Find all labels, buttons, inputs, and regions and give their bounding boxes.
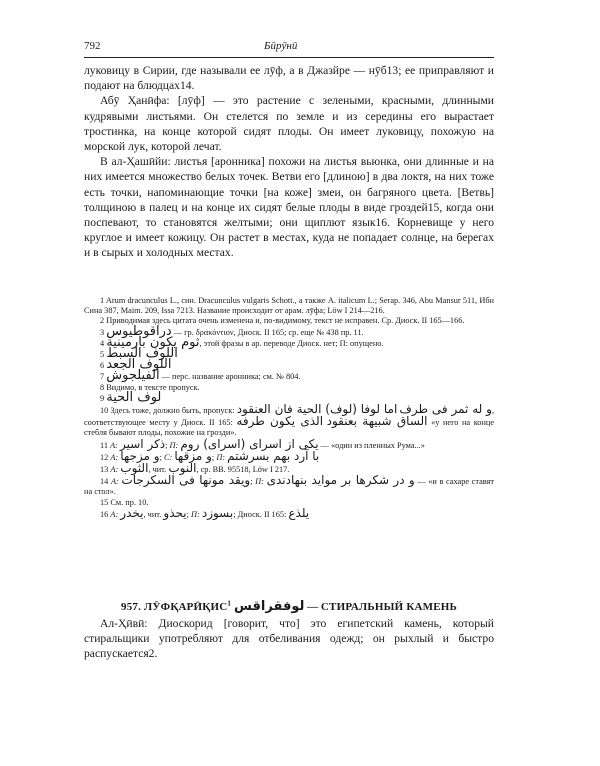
running-header bbox=[84, 40, 494, 56]
footnote-13: 13 A: الثوب, чит. النوب, ср. ВВ. 95518, Löw I 217. bbox=[100, 461, 290, 476]
arabic-quote: الساق شبيهة بعنقود bbox=[326, 414, 428, 429]
arabic-term: الفيلجوش bbox=[106, 368, 160, 384]
arabic-term: اللوف الجعد bbox=[106, 357, 172, 373]
entry-heading: 957. ЛӮФҚАРӢҚИС$^1$ لوفقراقس — СТИРАЛЬНЫЙ КАМЕНЬ bbox=[121, 599, 457, 614]
paragraph-2: Абӯ Ҳанӣфа: [лӯф] — это растение с зелеными, красными, длинными кудрявыми листьями. Он стелется по земле и из середины его вырастает тростинка, на конце которой сидят плоды. Он имеет луковицу, похожую на морской лук, которой лечат. bbox=[84, 94, 494, 154]
entry-text bbox=[84, 616, 494, 662]
footnote-4: 4 ثوم يكون بارمينية, этой фразы в ар. переводе Диоск. нет; П: опущено. bbox=[100, 334, 384, 350]
footnote-7: 7 الفيلجوش — перс. название аронника; см. № 804. bbox=[100, 368, 301, 384]
footnote-9: 9 لوف الحية bbox=[100, 389, 162, 405]
footnote-15: 15 См. пр. 10. bbox=[100, 497, 149, 507]
arabic-term: لوف الحية bbox=[106, 389, 162, 405]
arabic-title: لوفقراقس bbox=[234, 599, 305, 614]
arabic-quote: و له ثمر فى طرف bbox=[399, 402, 492, 417]
footnote-2: 2 Приводимая здесь цитата очень изменена и, по-видимому, текст не исправен. Ср. Диоск. II 165—166. bbox=[100, 316, 465, 326]
footnote-10: 10 Здесь тоже, должно быть, пропуск: اما لوفا (لوف) الحية فان العنقود و له ثمر فى طرف, соответствующее месту у Диоск. II 165: الذى يكون طرفه الساق شبيهة بعنقود «у него на конце стебля бывают плоды, похожие на грозди». bbox=[84, 402, 495, 438]
footnote-3: 3 دراقوطيوس — гр. δρακόντιον, Диоск. II 165; ср. еще № 438 пр. 11. bbox=[100, 323, 364, 339]
footnote-6: 6 اللوف الجعد bbox=[100, 357, 172, 373]
entry-paragraph-1: Ал-Ҳӣвӣ: Диоскорид [говорит, что] это египетский камень, который стиральщики употребляют для отбеливания одежд; он рыхлый и быстро распускается2. bbox=[84, 617, 494, 661]
footnote-12: 12 A: و مزجها; C: و مزقها; П: با آرد بهم بسرشتم bbox=[100, 448, 320, 463]
arabic-quote: اما لوفا (لوف) الحية فان العنقود bbox=[236, 402, 398, 417]
footnote-1: 1 Arum dracunculus L., син. Dracunculus vulgaris Schott., а также A. italicum L.; Serap. 346, Abu Mansur 511, Ибн Сина 387, Maim. 209, Issa 7213. Название происходит от арам. лӯфа; Löw I 214—216. bbox=[84, 296, 494, 316]
arabic-quote: الذى يكون طرفه bbox=[236, 414, 324, 429]
footnote-14: 14 A: ويقد مونها فى السكرجات; П: و در شكرها بر موايد بنهادندى — «и в сахаре ставят на стол». bbox=[84, 473, 495, 497]
footnote-5: 5 اللوف السبط bbox=[100, 346, 178, 362]
running-head-title: Бӣрӯнӣ bbox=[264, 40, 298, 52]
footnote-11: 11 A: ذكر اسير; П: يكى از اسراى (اسراى) روم — «один из пленных Рума...» bbox=[100, 436, 425, 451]
footnote-8: 8 Видимо, в тексте пропуск. bbox=[100, 382, 200, 392]
footnotes-block bbox=[84, 296, 494, 520]
main-text bbox=[84, 63, 494, 261]
page-number: 792 bbox=[84, 40, 101, 52]
paragraph-3: В ал-Ҳашӣйи: листья [аронника] похожи на листья вьюнка, они длинные и на них имеется множество белых точек. Ветви его [длиною] в два локтя, на них тоже есть точки, напоминающие точки [на коже] змеи, он багряного цвета. [Ветвь] толщиною в палец и на конце их сидят белые плоды в виде гроздей15, когда они поспевают, то становятся желтыми; они щиплют язык16. Корневище у него круглое и имеет кожицу. Он растет в местах, куда не попадает солнце, на берегах и в сырых и холодных местах. bbox=[84, 155, 494, 260]
arabic-term: اللوف السبط bbox=[106, 346, 178, 362]
paragraph-1: луковицу в Сирии, где называли ее лӯф, а в Джазйре — нӯб13; ее приправляют и подают на блюдцах14. bbox=[84, 64, 494, 93]
arabic-term: دراقوطيوس bbox=[106, 323, 172, 339]
footnote-16: 16 A: يخدر, чит. يحذو; П: بسوزد; Диоск. II 165: يلذع bbox=[100, 505, 310, 520]
arabic-term: ثوم يكون بارمينية bbox=[106, 334, 200, 350]
header-rule bbox=[84, 57, 494, 58]
